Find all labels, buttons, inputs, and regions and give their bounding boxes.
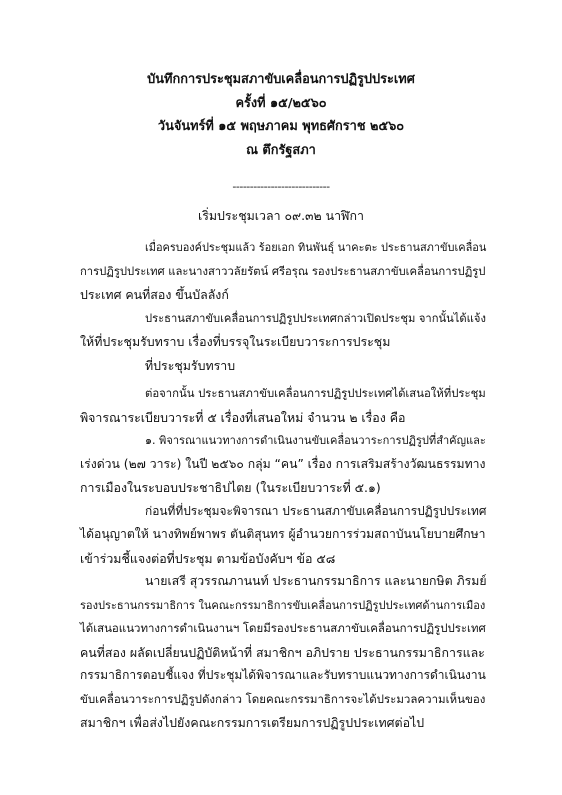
paragraph-line: ได้เสนอแนวทางการดำเนินงานฯ โดยมีรองประธานสภาขับเคลื่อนการปฏิรูปประเทศ <box>80 621 486 635</box>
body-paragraph <box>80 354 488 378</box>
document-title: บันทึกการประชุมสภาขับเคลื่อนการปฏิรูปประเทศ <box>147 72 415 87</box>
paragraph-line: ประเทศ คนที่สอง ขึ้นบัลลังก์ <box>80 287 229 302</box>
document-header <box>0 68 562 162</box>
paragraph-line: ให้ที่ประชุมรับทราบ เรื่องที่บรรจุในระเบียบวาระการประชุม <box>80 334 391 349</box>
paragraph-line: ที่ประชุมรับทราบ <box>145 357 236 373</box>
paragraph-line: สมาชิกฯ เพื่อส่งไปยังคณะกรรมการเตรียมการปฏิรูปประเทศต่อไป <box>80 715 425 730</box>
document-body <box>80 236 488 735</box>
paragraph-line: เร่งด่วน (๒๗ วาระ) ในปี ๒๕๖๐ กลุ่ม “คน” เรื่อง การเสริมสร้างวัฒนธรรมทาง <box>80 456 486 471</box>
meeting-date: วันจันทร์ที่ ๑๕ พฤษภาคม พุทธศักราช ๒๕๖๐ <box>157 119 405 134</box>
body-paragraph <box>80 429 488 500</box>
paragraph-line: เข้าร่วมชี้แจงต่อที่ประชุม ตามข้อบังคับฯ ข้อ ๕๘ <box>80 550 336 566</box>
meeting-venue: ณ ตึกรัฐสภา <box>246 142 316 158</box>
body-paragraph <box>80 500 488 571</box>
paragraph-line: ๑. พิจารณาแนวทางการดำเนินงานขับเคลื่อนวาระการปฏิรูปที่สำคัญและ <box>145 434 486 447</box>
body-paragraph <box>80 382 488 429</box>
paragraph-line: นายเสรี สุวรรณภานนท์ ประธานกรรมาธิการ และนายกษิต ภิรมย์ <box>145 574 487 588</box>
body-paragraph <box>80 570 488 735</box>
paragraph-line: กรรมาธิการตอบชี้แจง ที่ประชุมได้พิจารณาและรับทราบแนวทางการดำเนินงาน <box>80 668 486 682</box>
paragraph-line: เมื่อครบองค์ประชุมแล้ว ร้อยเอก ทินพันธุ์ นาคะตะ ประธานสภาขับเคลื่อน <box>145 241 487 254</box>
paragraph-line: ขับเคลื่อนวาระการปฏิรูปดังกล่าว โดยคณะกรรมาธิการจะได้ประมวลความเห็นของ <box>80 691 486 706</box>
body-paragraph <box>80 307 488 354</box>
paragraph-line: ประธานสภาขับเคลื่อนการปฏิรูปประเทศกล่าวเปิดประชุม จากนั้นได้แจ้ง <box>145 311 486 325</box>
paragraph-line: การเมืองในระบอบประชาธิปไตย (ในระเบียบวาระที่ ๕.๑) <box>80 480 381 495</box>
paragraph-line: การปฏิรูปประเทศ และนางสาววลัยรัตน์ ศรีอรุณ รองประธานสภาขับเคลื่อนการปฏิรูป <box>80 264 486 278</box>
paragraph-line: คนที่สอง ผลัดเปลี่ยนปฏิบัติหน้าที่ สมาชิกฯ อภิปราย ประธานกรรมาธิการและ <box>80 644 485 660</box>
meeting-number: ครั้งที่ ๑๕/๒๕๖๐ <box>235 95 327 111</box>
separator-rule: ---------------------------- <box>232 180 330 193</box>
paragraph-line: พิจารณาระเบียบวาระที่ ๕ เรื่องที่เสนอใหม่ จำนวน ๒ เรื่อง คือ <box>80 409 406 425</box>
paragraph-line: ได้อนุญาตให้ นางทิพย์พาพร ตันติสุนทร ผู้อำนวยการร่วมสถาบันนโยบายศึกษา <box>80 527 486 541</box>
paragraph-line: รองประธานกรรมาธิการ ในคณะกรรมาธิการขับเคลื่อนการปฏิรูปประเทศด้านการเมือง <box>80 598 486 612</box>
meeting-start-time: เริ่มประชุมเวลา ๐๙.๓๒ นาฬิกา <box>197 208 364 223</box>
paragraph-line: ก่อนที่ที่ประชุมจะพิจารณา ประธานสภาขับเคลื่อนการปฏิรูปประเทศ <box>145 503 487 518</box>
paragraph-line: ต่อจากนั้น ประธานสภาขับเคลื่อนการปฏิรูปประเทศได้เสนอให้ที่ประชุม <box>145 386 486 400</box>
body-paragraph <box>80 236 488 307</box>
